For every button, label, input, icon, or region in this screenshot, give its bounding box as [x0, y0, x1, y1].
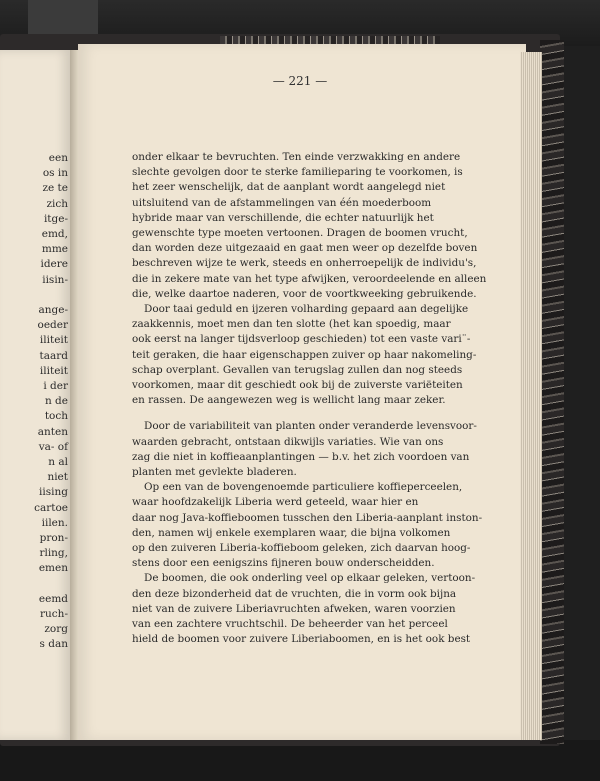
- text-line: den, namen wij enkele exemplaren waar, die bijna volkomen: [132, 526, 451, 539]
- body-text: [132, 150, 487, 648]
- facing-page-fragment: taard: [39, 349, 68, 362]
- text-line: Door taai geduld en ijzeren volharding gepaard aan degelijke: [144, 303, 469, 316]
- facing-page-fragment: iisin-: [42, 273, 68, 286]
- text-line: van een zachtere vruchtschil. De beheerder van het perceel: [132, 618, 448, 631]
- text-line: waar hoofdzakelijk Liberia werd geteeld, waar hier en: [132, 496, 419, 509]
- facing-page-fragment: iilen.: [41, 516, 68, 529]
- facing-page-fragment: n de: [44, 395, 68, 408]
- text-line: niet van de zuivere Liberiavruchten afweken, waren voorzien: [132, 602, 456, 615]
- text-line: hybride maar van verschillende, die echter natuurlijk het: [132, 211, 434, 224]
- text-line: voorkomen, maar dit geschiedt ook bij de zuiverste variëteiten: [132, 379, 463, 392]
- text-line: zag die niet in koffieaanplantingen — b.v. het zich voordoen van: [132, 450, 470, 463]
- cover-marbled-edge-right: [540, 40, 564, 744]
- facing-page-fragment: iliteit: [39, 334, 68, 347]
- text-line: Door de variabiliteit van planten onder veranderde levensvoor-: [144, 420, 477, 433]
- facing-page-fragment: os in: [42, 167, 68, 180]
- background-bottom: [0, 740, 600, 781]
- facing-page-fragment: pron-: [39, 532, 68, 544]
- text-line: teit geraken, die haar eigenschappen zuiver op haar nakomeling-: [132, 348, 477, 361]
- facing-page-fragment: ze te: [42, 182, 68, 195]
- text-line: waarden gebracht, ontstaan dikwijls variaties. Wie van ons: [132, 435, 444, 448]
- facing-page-fragment: emen: [38, 562, 68, 575]
- text-line: die, welke daartoe naderen, voor de voortkweeking gebruikende.: [132, 287, 477, 300]
- facing-page: [0, 50, 70, 740]
- text-line: dan worden deze uitgezaaid en gaat men weer op dezelfde boven: [132, 242, 478, 255]
- facing-page-fragment: s dan: [39, 638, 68, 651]
- facing-page-fragment: ruch-: [40, 608, 68, 620]
- text-line: en rassen. De aangewezen weg is wellicht lang maar zeker.: [132, 394, 446, 407]
- text-line: daar nog Java-koffieboomen tusschen den Liberia-aanplant inston-: [132, 511, 483, 524]
- facing-page-fragment: itge-: [43, 212, 68, 225]
- text-line: onder elkaar te bevruchten. Ten einde verzwakking en andere: [132, 151, 461, 163]
- facing-page-fragment: rling,: [39, 547, 68, 560]
- facing-page-fragment: iising: [39, 486, 68, 499]
- facing-page-fragment: een: [48, 152, 68, 164]
- text-line: ook eerst na langer tijdsverloop geschieden) tot een vaste vari¨-: [132, 333, 471, 346]
- facing-page-fragment: niet: [47, 471, 68, 484]
- facing-page-fragment: n al: [48, 456, 68, 468]
- facing-page-fragment: mme: [41, 243, 68, 256]
- text-line: stens door een eenigszins fijneren bouw onderscheidden.: [132, 557, 435, 570]
- facing-page-fragment: eemd: [38, 592, 68, 605]
- facing-page-fragment: i der: [43, 380, 68, 392]
- facing-page-fragment: zorg: [44, 623, 68, 636]
- facing-page-fragment: cartoe: [34, 501, 68, 514]
- text-line: zaakkennis, moet men dan ten slotte (het kan spoedig, maar: [132, 318, 451, 331]
- text-line: hield de boomen voor zuivere Liberiaboomen, en is het ook best: [132, 633, 471, 646]
- text-line: schap overplant. Gevallen van terugslag zullen dan nog steeds: [132, 363, 463, 376]
- text-line: Op een van de bovengenoemde particuliere koffieperceelen,: [144, 481, 463, 494]
- text-line: uitsluitend van de afstammelingen van één moederboom: [132, 196, 432, 209]
- facing-page-fragment: va- of: [38, 440, 68, 453]
- page-edges: [520, 52, 542, 740]
- facing-page-fragment: anten: [37, 425, 68, 438]
- facing-page-fragment: oeder: [37, 319, 68, 332]
- text-line: slechte gevolgen door te sterke familieparing te voorkomen, is: [132, 166, 463, 179]
- text-line: den deze bizonderheid dat de vruchten, die in vorm ook bijna: [132, 587, 457, 600]
- text-line: die in zekere mate van het type afwijken, veroordeelende en alleen: [132, 272, 487, 285]
- page-number: — 221 —: [272, 74, 328, 88]
- text-line: het zeer wenschelijk, dat de aanplant wordt aangelegd niet: [132, 181, 446, 194]
- text-line: planten met gevlekte bladeren.: [132, 466, 297, 479]
- facing-page-fragment: iliteit: [39, 364, 68, 377]
- facing-page-fragment: ange-: [38, 304, 68, 316]
- facing-page-fragment: idere: [40, 258, 68, 271]
- facing-page-fragment: emd,: [41, 228, 68, 240]
- facing-page-fragment: toch: [44, 410, 68, 423]
- text-line: op den zuiveren Liberia-koffieboom geleken, zich daarvan hoog-: [132, 542, 471, 555]
- text-line: De boomen, die ook onderling veel op elkaar geleken, vertoon-: [144, 572, 476, 585]
- text-line: beschreven wijze te werk, steeds en onherroepelijk de individu's,: [132, 257, 477, 270]
- text-line: gewenschte type moeten vertoonen. Dragen de boomen vrucht,: [132, 227, 468, 240]
- facing-page-fragment: zich: [46, 197, 68, 210]
